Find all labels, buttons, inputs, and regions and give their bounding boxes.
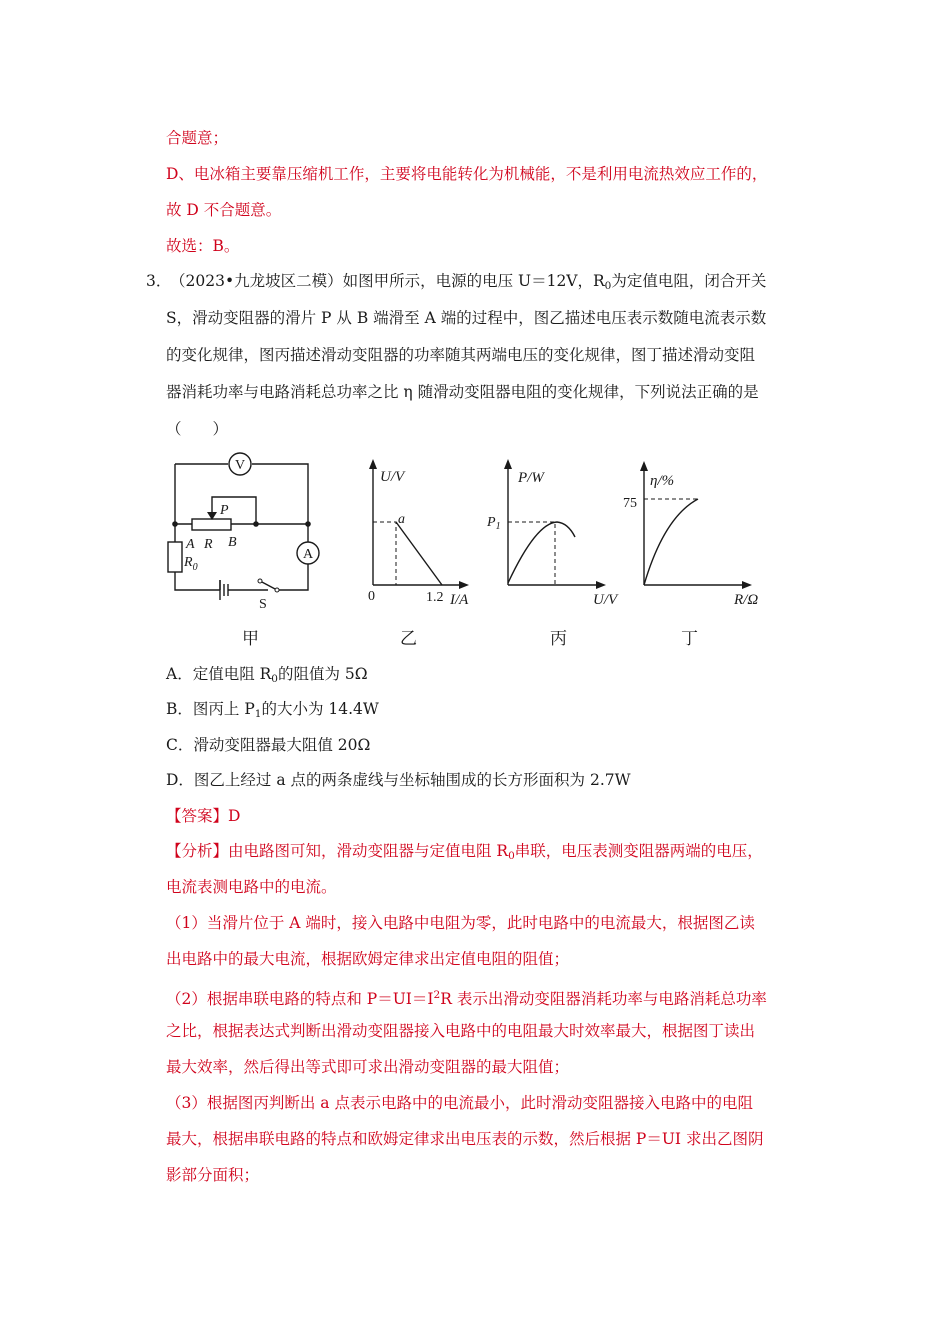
analysis-line: 出电路中的最大电流，根据欧姆定律求出定值电阻的阻值； [166, 950, 570, 968]
x-axis-label: U/V [593, 592, 618, 608]
resistor-label: $R_0$ [184, 555, 198, 573]
analysis-line: 最大，根据串联电路的特点和欧姆定律求出电压表的示数，然后根据 P＝UI 求出乙图阴 [166, 1130, 764, 1148]
analysis-line: 最大效率，然后得出等式即可求出滑动变阻器的最大阻值； [166, 1058, 570, 1076]
question-line: 的变化规律，图丙描述滑动变阻器的功率随其两端电压的变化规律，图丁描述滑动变阻 [166, 346, 756, 364]
voltmeter-symbol: V [234, 458, 246, 473]
x-axis-label: I/A [450, 592, 469, 608]
answer: 【答案】D [166, 807, 241, 825]
y-axis-label: P/W [518, 470, 544, 486]
terminal-b-label: B [228, 535, 237, 550]
y-axis-label: η/% [650, 473, 675, 489]
circuit-diagram [160, 450, 330, 620]
prev-text-line: D、电冰箱主要靠压缩机工作，主要将电能转化为机械能，不是利用电流热效应工作的， [166, 165, 768, 183]
origin-label: 0 [368, 589, 375, 604]
analysis-line: 【分析】由电路图可知，滑动变阻器与定值电阻 $R_0$串联，电压表测变阻器两端的电压， [166, 842, 763, 862]
point-a-label: a [398, 512, 405, 527]
graph-ding [620, 455, 780, 615]
y-axis-label: U/V [380, 469, 405, 485]
question-number: 3． [146, 272, 172, 290]
prev-text-line: 故 D 不合题意。 [166, 201, 282, 219]
option-b: B．图丙上 $P_1$的大小为 14.4W [166, 700, 379, 720]
graph-yi [360, 455, 485, 615]
p1-tick-label: $P_1$ [487, 515, 501, 532]
graph-bing [482, 455, 632, 615]
question-line: 器消耗功率与电路消耗总功率之比 η 随滑动变阻器电阻的变化规律，下列说法正确的是 [166, 383, 759, 401]
question-line: （ ） [166, 420, 229, 438]
option-a: A．定值电阻 $R_0$的阻值为 5Ω [166, 665, 368, 685]
figure-label-yi: 乙 [400, 629, 417, 649]
question-line: （2023•九龙坡区二模）如图甲所示，电源的电压 U＝12V，$R_0$为定值电阻，闭合开关 [170, 272, 767, 292]
rheostat-label: R [204, 537, 213, 552]
analysis-line: 之比，根据表达式判断出滑动变阻器接入电路中的电阻最大时效率最大，根据图丁读出 [166, 1022, 756, 1040]
option-d: D．图乙上经过 a 点的两条虚线与坐标轴围成的长方形面积为 2.7W [166, 771, 631, 789]
x-tick-label: 1.2 [426, 590, 444, 605]
switch-label: S [259, 597, 267, 612]
analysis-line: （3）根据图丙判断出 a 点表示电路中的电流最小，此时滑动变阻器接入电路中的电阻 [166, 1094, 753, 1112]
y-tick-label: 75 [623, 496, 637, 511]
analysis-line: 影部分面积； [166, 1166, 260, 1184]
figure-label-ding: 丁 [681, 629, 698, 649]
slider-label: P [220, 503, 229, 518]
analysis-line: （1）当滑片位于 A 端时，接入电路中电阻为零，此时电路中的电流最大，根据图乙读 [166, 914, 755, 932]
ammeter-symbol: A [302, 547, 314, 562]
analysis-line: 电流表测电路中的电流。 [166, 878, 337, 896]
prev-text-line: 合题意； [166, 129, 229, 147]
question-line: S，滑动变阻器的滑片 P 从 B 端滑至 A 端的过程中，图乙描述电压表示数随电流表示数 [166, 309, 767, 327]
x-axis-label: R/Ω [734, 592, 759, 608]
figure-label-jia: 甲 [242, 629, 259, 649]
option-c: C．滑动变阻器最大阻值 20Ω [166, 736, 371, 754]
terminal-a-label: A [186, 537, 195, 552]
figure-label-bing: 丙 [550, 629, 567, 649]
analysis-line: （2）根据串联电路的特点和 $P=UI=I^2R$ 表示出滑动变阻器消耗功率与电路消耗总功率 [166, 989, 767, 1008]
prev-answer: 故选：B。 [166, 237, 240, 255]
